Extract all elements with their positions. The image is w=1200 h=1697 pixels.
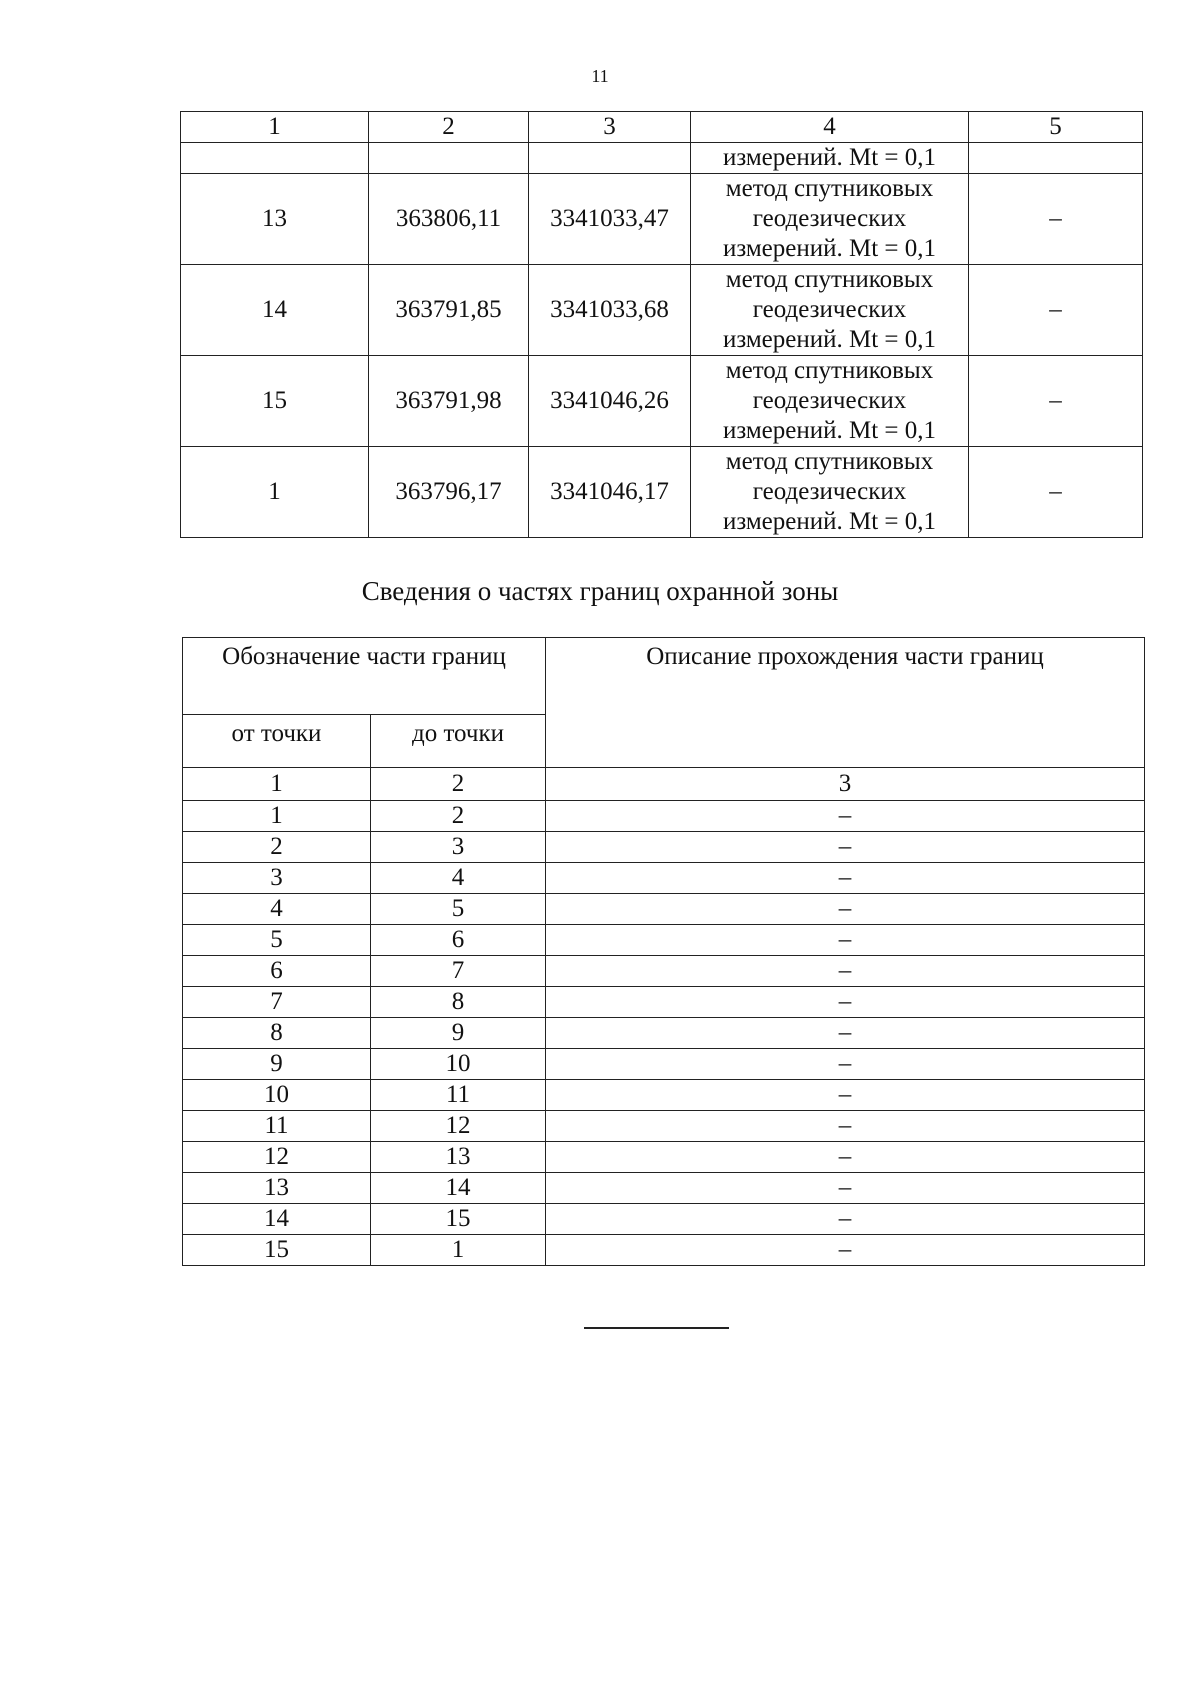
part-description: – [546,987,1145,1018]
to-point: 1 [371,1235,546,1266]
parts-row [183,956,1145,987]
method-line: измерений. Mt = 0,1 [722,326,937,353]
point-number: 13 [181,174,369,265]
parts-row [183,863,1145,894]
method-line: измерений. Mt = 0,1 [722,235,937,262]
point-number: 14 [181,265,369,356]
coord-x: 363791,98 [369,356,529,447]
column-number: 2 [371,768,546,801]
coords-header-row [181,112,1143,143]
parts-row [183,1018,1145,1049]
method-line: измерений. Mt = 0,1 [722,508,937,535]
from-point: 4 [183,894,371,925]
coord-y: 3341033,68 [529,265,691,356]
from-point: 1 [183,801,371,832]
part-description: – [546,925,1145,956]
from-point: 5 [183,925,371,956]
coords-header-cell: 3 [529,112,691,143]
from-point: 3 [183,863,371,894]
coords-header-cell: 4 [691,112,969,143]
part-description: – [546,1173,1145,1204]
parts-row [183,1204,1145,1235]
parts-row [183,925,1145,956]
parts-row [183,894,1145,925]
method-line: метод спутниковых [725,357,934,384]
end-divider-line [584,1327,729,1329]
coords-row [181,356,1143,447]
part-description: – [546,1111,1145,1142]
to-point: 4 [371,863,546,894]
coords-cell [181,143,369,174]
part-description: – [546,1142,1145,1173]
part-description: – [546,1049,1145,1080]
method-line: метод спутниковых [725,266,934,293]
point-number: 15 [181,356,369,447]
coords-row [181,174,1143,265]
to-point: 15 [371,1204,546,1235]
part-description: – [546,863,1145,894]
to-point: 10 [371,1049,546,1080]
header-description: Описание прохождения части границ [546,638,1145,768]
from-point: 11 [183,1111,371,1142]
boundary-parts-table [182,637,1145,1266]
to-point: 11 [371,1080,546,1111]
part-description: – [546,1235,1145,1266]
from-point: 13 [183,1173,371,1204]
coords-header-cell: 1 [181,112,369,143]
parts-row [183,1142,1145,1173]
coord-x: 363806,11 [369,174,529,265]
method-cell [691,265,969,356]
parts-number-row [183,768,1145,801]
page-number: 11 [591,66,609,86]
note-cell: – [969,356,1143,447]
to-point: 9 [371,1018,546,1049]
part-description: – [546,1018,1145,1049]
note-cell: – [969,447,1143,538]
to-point: 6 [371,925,546,956]
coords-row [181,265,1143,356]
from-point: 6 [183,956,371,987]
coord-x: 363791,85 [369,265,529,356]
method-line: геодезических [752,478,907,505]
to-point: 2 [371,801,546,832]
parts-row [183,801,1145,832]
to-point: 5 [371,894,546,925]
part-description: – [546,894,1145,925]
coords-continuation-row [181,143,1143,174]
from-point: 15 [183,1235,371,1266]
part-description: – [546,801,1145,832]
parts-row [183,1235,1145,1266]
coord-y: 3341046,26 [529,356,691,447]
parts-row [183,987,1145,1018]
to-point: 8 [371,987,546,1018]
note-cell: – [969,174,1143,265]
part-description: – [546,1080,1145,1111]
method-line: измерений. Mt = 0,1 [722,417,937,444]
to-point: 3 [371,832,546,863]
coordinates-table [180,111,1143,538]
from-point: 10 [183,1080,371,1111]
section-title: Сведения о частях границ охранной зоны [361,576,839,606]
parts-row [183,1049,1145,1080]
coords-row [181,447,1143,538]
coords-header-cell: 2 [369,112,529,143]
coords-cell [529,143,691,174]
method-cell [691,447,969,538]
method-cell [691,356,969,447]
from-point: 2 [183,832,371,863]
coord-y: 3341046,17 [529,447,691,538]
to-point: 13 [371,1142,546,1173]
column-number: 3 [546,768,1145,801]
header-from: от точки [183,715,371,768]
from-point: 12 [183,1142,371,1173]
parts-row [183,1080,1145,1111]
to-point: 14 [371,1173,546,1204]
header-designation: Обозначение части границ [183,638,546,715]
method-line: метод спутниковых [725,175,934,202]
header-to: до точки [371,715,546,768]
parts-row [183,1111,1145,1142]
part-description: – [546,956,1145,987]
coord-x: 363796,17 [369,447,529,538]
to-point: 12 [371,1111,546,1142]
coords-header-cell: 5 [969,112,1143,143]
method-line: геодезических [752,205,907,232]
method-line: геодезических [752,387,907,414]
part-description: – [546,1204,1145,1235]
from-point: 8 [183,1018,371,1049]
from-point: 14 [183,1204,371,1235]
coords-cell [369,143,529,174]
method-line: геодезических [752,296,907,323]
coords-cell: измерений. Mt = 0,1 [691,143,969,174]
note-cell: – [969,265,1143,356]
parts-row [183,832,1145,863]
from-point: 9 [183,1049,371,1080]
point-number: 1 [181,447,369,538]
method-cell [691,174,969,265]
coord-y: 3341033,47 [529,174,691,265]
to-point: 7 [371,956,546,987]
parts-header-row [183,638,1145,715]
coords-cell [969,143,1143,174]
parts-row [183,1173,1145,1204]
method-line: метод спутниковых [725,448,934,475]
from-point: 7 [183,987,371,1018]
part-description: – [546,832,1145,863]
column-number: 1 [183,768,371,801]
